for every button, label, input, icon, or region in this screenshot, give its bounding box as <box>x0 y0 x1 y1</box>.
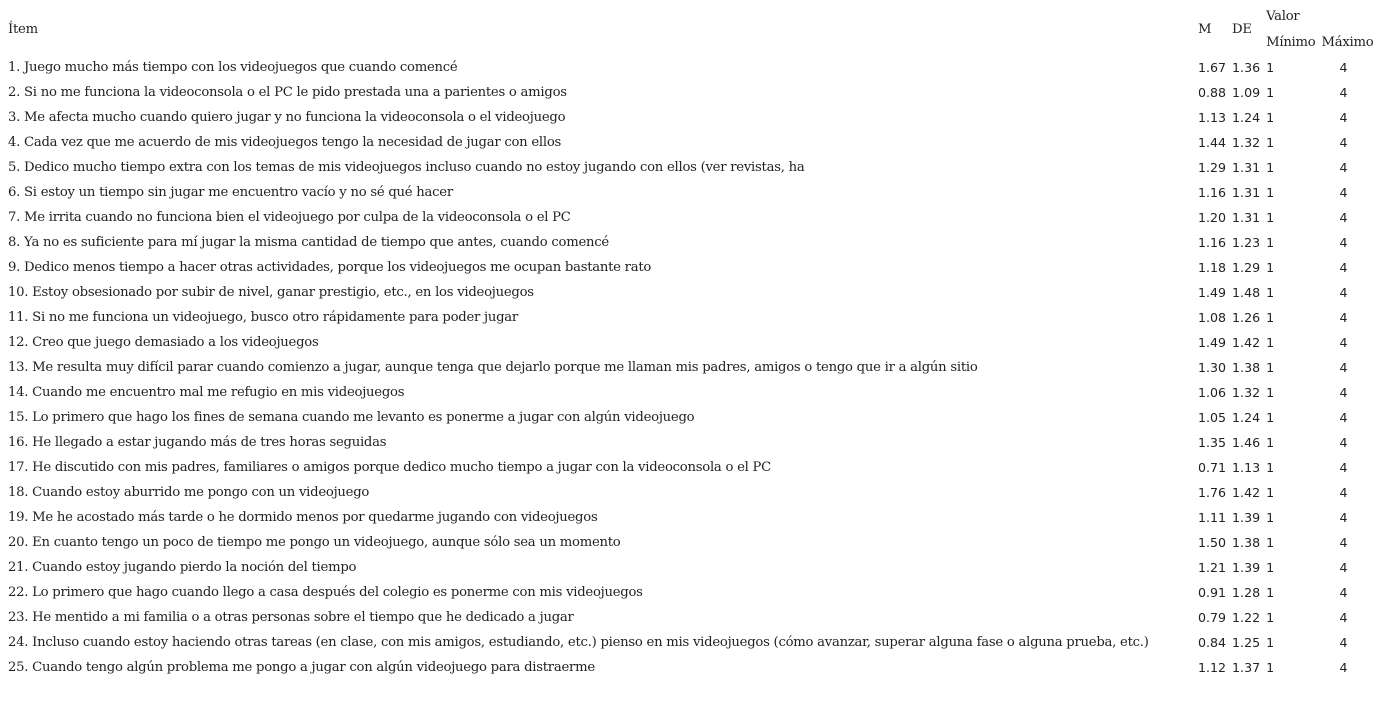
table-row <box>6 355 1377 380</box>
mean-cell: 1.12 <box>1198 660 1227 675</box>
table-row <box>6 605 1377 630</box>
sd-cell: 1.29 <box>1232 260 1261 275</box>
item-cell: 16. He llegado a estar jugando más de tres horas seguidas <box>8 435 387 450</box>
table-row <box>6 530 1377 555</box>
max-cell: 4 <box>1339 160 1348 175</box>
sd-cell: 1.37 <box>1232 660 1261 675</box>
mean-cell: 1.08 <box>1198 310 1227 325</box>
mean-cell: 1.13 <box>1198 110 1227 125</box>
table-body <box>6 55 1377 680</box>
table-row <box>6 305 1377 330</box>
sd-cell: 1.48 <box>1232 285 1261 300</box>
sd-cell: 1.23 <box>1232 235 1261 250</box>
header-minimo: Mínimo <box>1266 34 1316 50</box>
max-cell: 4 <box>1339 210 1348 225</box>
header-sd: DE <box>1232 21 1252 37</box>
mean-cell: 1.76 <box>1198 485 1227 500</box>
item-cell: 4. Cada vez que me acuerdo de mis videojuegos tengo la necesidad de jugar con ellos <box>8 135 562 150</box>
mean-cell: 1.49 <box>1198 285 1227 300</box>
item-cell: 6. Si estoy un tiempo sin jugar me encuentro vacío y no sé qué hacer <box>8 185 453 200</box>
mean-cell: 1.16 <box>1198 235 1227 250</box>
mean-cell: 1.18 <box>1198 260 1227 275</box>
max-cell: 4 <box>1339 135 1348 150</box>
sd-cell: 1.28 <box>1232 585 1261 600</box>
sd-cell: 1.24 <box>1232 110 1261 125</box>
max-cell: 4 <box>1339 660 1348 675</box>
mean-cell: 1.21 <box>1198 560 1227 575</box>
max-cell: 4 <box>1339 435 1348 450</box>
min-cell: 1 <box>1266 410 1275 425</box>
max-cell: 4 <box>1339 285 1348 300</box>
header-item: Ítem <box>8 21 38 37</box>
header-valor: Valor <box>1266 8 1300 24</box>
min-cell: 1 <box>1266 510 1275 525</box>
table-row <box>6 280 1377 305</box>
table-row <box>6 380 1377 405</box>
table-row <box>6 205 1377 230</box>
item-cell: 1. Juego mucho más tiempo con los videojuegos que cuando comencé <box>8 60 458 75</box>
sd-cell: 1.42 <box>1232 485 1261 500</box>
min-cell: 1 <box>1266 135 1275 150</box>
sd-cell: 1.31 <box>1232 185 1261 200</box>
descriptive-statistics-table <box>6 3 1377 680</box>
item-cell: 17. He discutido con mis padres, familiares o amigos porque dedico mucho tiempo a jugar con la videoconsola o el PC <box>8 460 772 475</box>
table-row <box>6 105 1377 130</box>
sd-cell: 1.25 <box>1232 635 1261 650</box>
min-cell: 1 <box>1266 85 1275 100</box>
item-cell: 10. Estoy obsesionado por subir de nivel, ganar prestigio, etc., en los videojuegos <box>8 285 534 300</box>
max-cell: 4 <box>1339 460 1348 475</box>
item-cell: 21. Cuando estoy jugando pierdo la noción del tiempo <box>8 560 357 575</box>
table-row <box>6 480 1377 505</box>
table-row <box>6 230 1377 255</box>
table-row <box>6 130 1377 155</box>
item-cell: 8. Ya no es suficiente para mí jugar la misma cantidad de tiempo que antes, cuando comencé <box>8 235 609 250</box>
mean-cell: 1.20 <box>1198 210 1227 225</box>
min-cell: 1 <box>1266 435 1275 450</box>
min-cell: 1 <box>1266 335 1275 350</box>
item-cell: 11. Si no me funciona un videojuego, busco otro rápidamente para poder jugar <box>8 310 518 325</box>
sd-cell: 1.39 <box>1232 510 1261 525</box>
item-cell: 2. Si no me funciona la videoconsola o el PC le pido prestada una a parientes o amigos <box>8 85 567 100</box>
item-cell: 18. Cuando estoy aburrido me pongo con un videojuego <box>8 485 370 500</box>
max-cell: 4 <box>1339 510 1348 525</box>
sd-cell: 1.26 <box>1232 310 1261 325</box>
mean-cell: 1.67 <box>1198 60 1227 75</box>
mean-cell: 0.79 <box>1198 610 1227 625</box>
min-cell: 1 <box>1266 660 1275 675</box>
item-cell: 7. Me irrita cuando no funciona bien el videojuego por culpa de la videoconsola o el PC <box>8 210 571 225</box>
mean-cell: 0.84 <box>1198 635 1227 650</box>
table-row <box>6 80 1377 105</box>
item-cell: 12. Creo que juego demasiado a los videojuegos <box>8 335 319 350</box>
sd-cell: 1.32 <box>1232 135 1261 150</box>
min-cell: 1 <box>1266 485 1275 500</box>
header-maximo: Máximo <box>1321 34 1374 50</box>
sd-cell: 1.32 <box>1232 385 1261 400</box>
max-cell: 4 <box>1339 235 1348 250</box>
min-cell: 1 <box>1266 535 1275 550</box>
sd-cell: 1.36 <box>1232 60 1261 75</box>
min-cell: 1 <box>1266 585 1275 600</box>
min-cell: 1 <box>1266 60 1275 75</box>
sd-cell: 1.46 <box>1232 435 1261 450</box>
mean-cell: 0.88 <box>1198 85 1227 100</box>
mean-cell: 1.35 <box>1198 435 1227 450</box>
mean-cell: 1.16 <box>1198 185 1227 200</box>
table-row <box>6 330 1377 355</box>
mean-cell: 1.44 <box>1198 135 1227 150</box>
item-cell: 14. Cuando me encuentro mal me refugio en mis videojuegos <box>8 385 405 400</box>
sd-cell: 1.13 <box>1232 460 1261 475</box>
min-cell: 1 <box>1266 110 1275 125</box>
sd-cell: 1.42 <box>1232 335 1261 350</box>
max-cell: 4 <box>1339 485 1348 500</box>
max-cell: 4 <box>1339 110 1348 125</box>
min-cell: 1 <box>1266 560 1275 575</box>
max-cell: 4 <box>1339 560 1348 575</box>
min-cell: 1 <box>1266 160 1275 175</box>
max-cell: 4 <box>1339 410 1348 425</box>
mean-cell: 1.30 <box>1198 360 1227 375</box>
item-cell: 20. En cuanto tengo un poco de tiempo me pongo un videojuego, aunque sólo sea un momento <box>8 535 621 550</box>
item-cell: 19. Me he acostado más tarde o he dormido menos por quedarme jugando con videojuegos <box>8 510 598 525</box>
table-row <box>6 180 1377 205</box>
table-row <box>6 430 1377 455</box>
min-cell: 1 <box>1266 185 1275 200</box>
item-cell: 9. Dedico menos tiempo a hacer otras actividades, porque los videojuegos me ocupan bastante rato <box>8 260 652 275</box>
item-cell: 25. Cuando tengo algún problema me pongo a jugar con algún videojuego para distraerme <box>8 660 595 675</box>
sd-cell: 1.38 <box>1232 360 1261 375</box>
header-mean: M <box>1198 21 1212 37</box>
mean-cell: 1.05 <box>1198 410 1227 425</box>
mean-cell: 1.06 <box>1198 385 1227 400</box>
table-row <box>6 655 1377 680</box>
max-cell: 4 <box>1339 85 1348 100</box>
mean-cell: 1.50 <box>1198 535 1227 550</box>
table-row <box>6 255 1377 280</box>
sd-cell: 1.31 <box>1232 210 1261 225</box>
mean-cell: 1.29 <box>1198 160 1227 175</box>
item-cell: 13. Me resulta muy difícil parar cuando comienzo a jugar, aunque tenga que dejarlo porque me llaman mis padres, amigos o tengo que ir a algún sitio <box>8 360 978 375</box>
max-cell: 4 <box>1339 610 1348 625</box>
mean-cell: 0.71 <box>1198 460 1227 475</box>
max-cell: 4 <box>1339 535 1348 550</box>
table-row <box>6 505 1377 530</box>
min-cell: 1 <box>1266 285 1275 300</box>
min-cell: 1 <box>1266 310 1275 325</box>
sd-cell: 1.22 <box>1232 610 1261 625</box>
mean-cell: 1.11 <box>1198 510 1227 525</box>
table-row <box>6 630 1377 655</box>
max-cell: 4 <box>1339 385 1348 400</box>
item-cell: 23. He mentido a mi familia o a otras personas sobre el tiempo que he dedicado a jugar <box>8 610 574 625</box>
item-cell: 15. Lo primero que hago los fines de semana cuando me levanto es ponerme a jugar con algún videojuego <box>8 410 695 425</box>
max-cell: 4 <box>1339 335 1348 350</box>
max-cell: 4 <box>1339 360 1348 375</box>
table-row <box>6 580 1377 605</box>
sd-cell: 1.31 <box>1232 160 1261 175</box>
max-cell: 4 <box>1339 260 1348 275</box>
min-cell: 1 <box>1266 360 1275 375</box>
max-cell: 4 <box>1339 310 1348 325</box>
table-row <box>6 55 1377 80</box>
min-cell: 1 <box>1266 210 1275 225</box>
min-cell: 1 <box>1266 385 1275 400</box>
item-cell: 3. Me afecta mucho cuando quiero jugar y no funciona la videoconsola o el videojuego <box>8 110 566 125</box>
min-cell: 1 <box>1266 635 1275 650</box>
table-row <box>6 155 1377 180</box>
item-cell: 24. Incluso cuando estoy haciendo otras tareas (en clase, con mis amigos, estudiando, etc.) pienso en mis videojuegos (cómo avanzar, superar alguna fase o alguna prueba, etc.) <box>8 635 1149 650</box>
table-row <box>6 405 1377 430</box>
item-cell: 5. Dedico mucho tiempo extra con los temas de mis videojuegos incluso cuando no estoy jugando con ellos (ver revistas, ha <box>8 160 805 175</box>
max-cell: 4 <box>1339 585 1348 600</box>
min-cell: 1 <box>1266 610 1275 625</box>
max-cell: 4 <box>1339 185 1348 200</box>
sd-cell: 1.09 <box>1232 85 1261 100</box>
min-cell: 1 <box>1266 235 1275 250</box>
sd-cell: 1.24 <box>1232 410 1261 425</box>
table-row <box>6 455 1377 480</box>
table-row <box>6 555 1377 580</box>
min-cell: 1 <box>1266 260 1275 275</box>
sd-cell: 1.39 <box>1232 560 1261 575</box>
sd-cell: 1.38 <box>1232 535 1261 550</box>
item-cell: 22. Lo primero que hago cuando llego a casa después del colegio es ponerme con mis videojuegos <box>8 585 643 600</box>
mean-cell: 1.49 <box>1198 335 1227 350</box>
mean-cell: 0.91 <box>1198 585 1227 600</box>
header-row <box>6 3 1377 29</box>
max-cell: 4 <box>1339 60 1348 75</box>
max-cell: 4 <box>1339 635 1348 650</box>
min-cell: 1 <box>1266 460 1275 475</box>
